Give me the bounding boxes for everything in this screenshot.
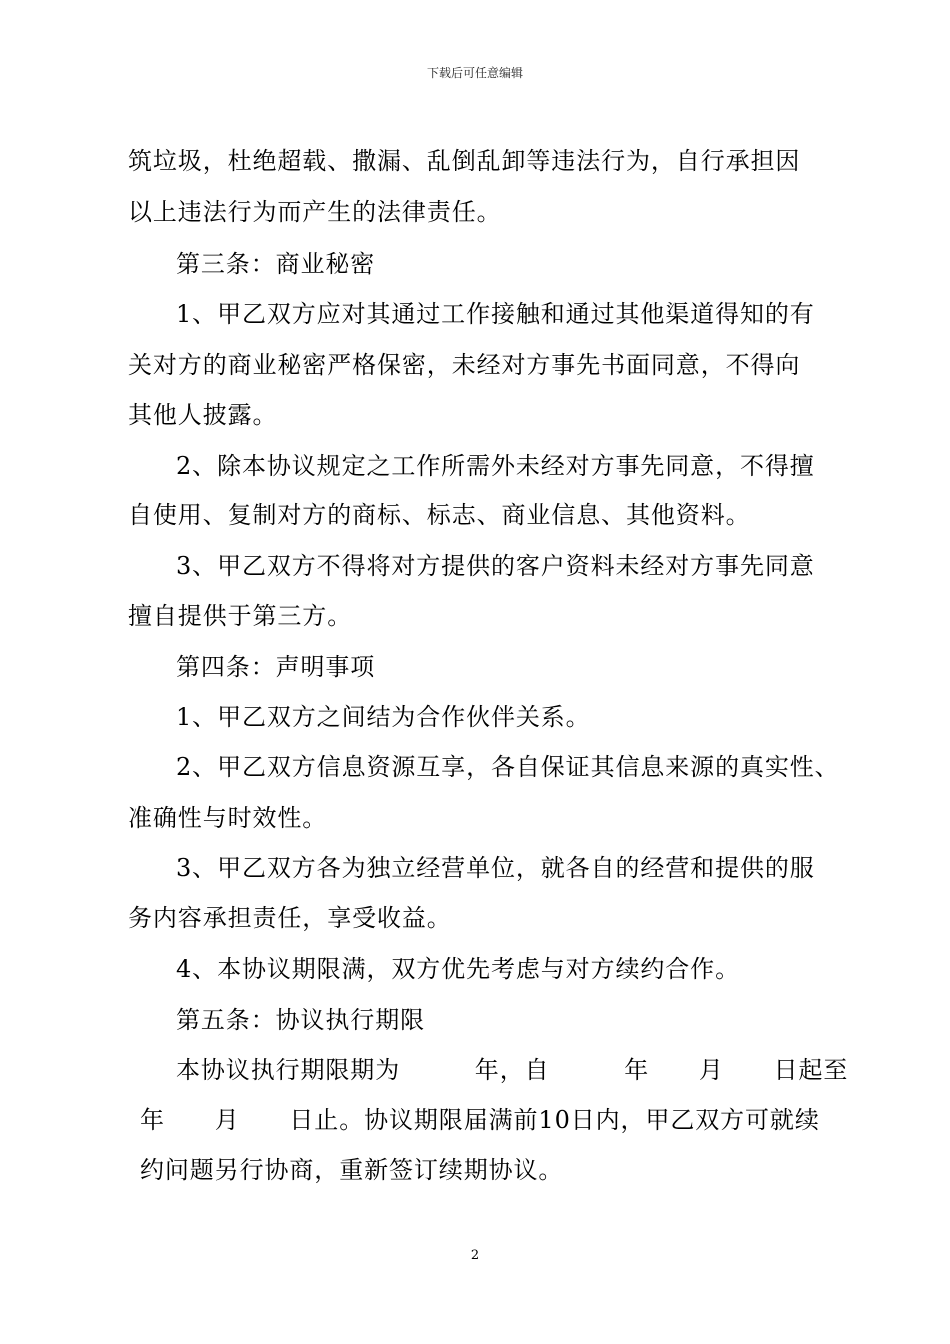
- page-number: 2: [470, 1248, 480, 1263]
- body-line: 3、甲乙双方不得将对方提供的客户资料未经对方事先同意: [176, 552, 815, 580]
- body-line: 2、甲乙双方信息资源互享，各自保证其信息来源的真实性、: [176, 753, 840, 781]
- body-line: 其他人披露。: [128, 401, 278, 429]
- body-line: 筑垃圾，杜绝超载、撒漏、乱倒乱卸等违法行为，自行承担因: [128, 147, 801, 175]
- body-line: 本协议执行期限期为 年，自 年 月 日起至: [176, 1056, 849, 1084]
- body-line: 年 月 日止。协议期限届满前10日内，甲乙双方可就续: [140, 1106, 820, 1134]
- body-line: 擅自提供于第三方。: [128, 602, 353, 630]
- body-line: 3、甲乙双方各为独立经营单位，就各自的经营和提供的服: [176, 854, 815, 882]
- body-line: 1、甲乙双方应对其通过工作接触和通过其他渠道得知的有: [176, 300, 815, 328]
- section-heading-4: 第四条：声明事项: [176, 653, 376, 681]
- body-line: 自使用、复制对方的商标、标志、商业信息、其他资料。: [128, 501, 751, 529]
- section-heading-3: 第三条：商业秘密: [176, 250, 376, 278]
- body-line: 1、甲乙双方之间结为合作伙伴关系。: [176, 703, 591, 731]
- body-line: 准确性与时效性。: [128, 804, 328, 832]
- page-header: 下载后可任意编辑: [426, 66, 523, 80]
- body-line: 以上违法行为而产生的法律责任。: [128, 198, 502, 226]
- body-line: 2、除本协议规定之工作所需外未经对方事先同意，不得擅: [176, 452, 815, 480]
- section-heading-5: 第五条：协议执行期限: [176, 1006, 425, 1034]
- body-line: 关对方的商业秘密严格保密，未经对方事先书面同意，不得向: [128, 351, 801, 379]
- body-line: 务内容承担责任，享受收益。: [128, 904, 452, 932]
- body-line: 4、本协议期限满，双方优先考虑与对方续约合作。: [176, 955, 740, 983]
- body-line: 约问题另行协商，重新签订续期协议。: [140, 1156, 564, 1184]
